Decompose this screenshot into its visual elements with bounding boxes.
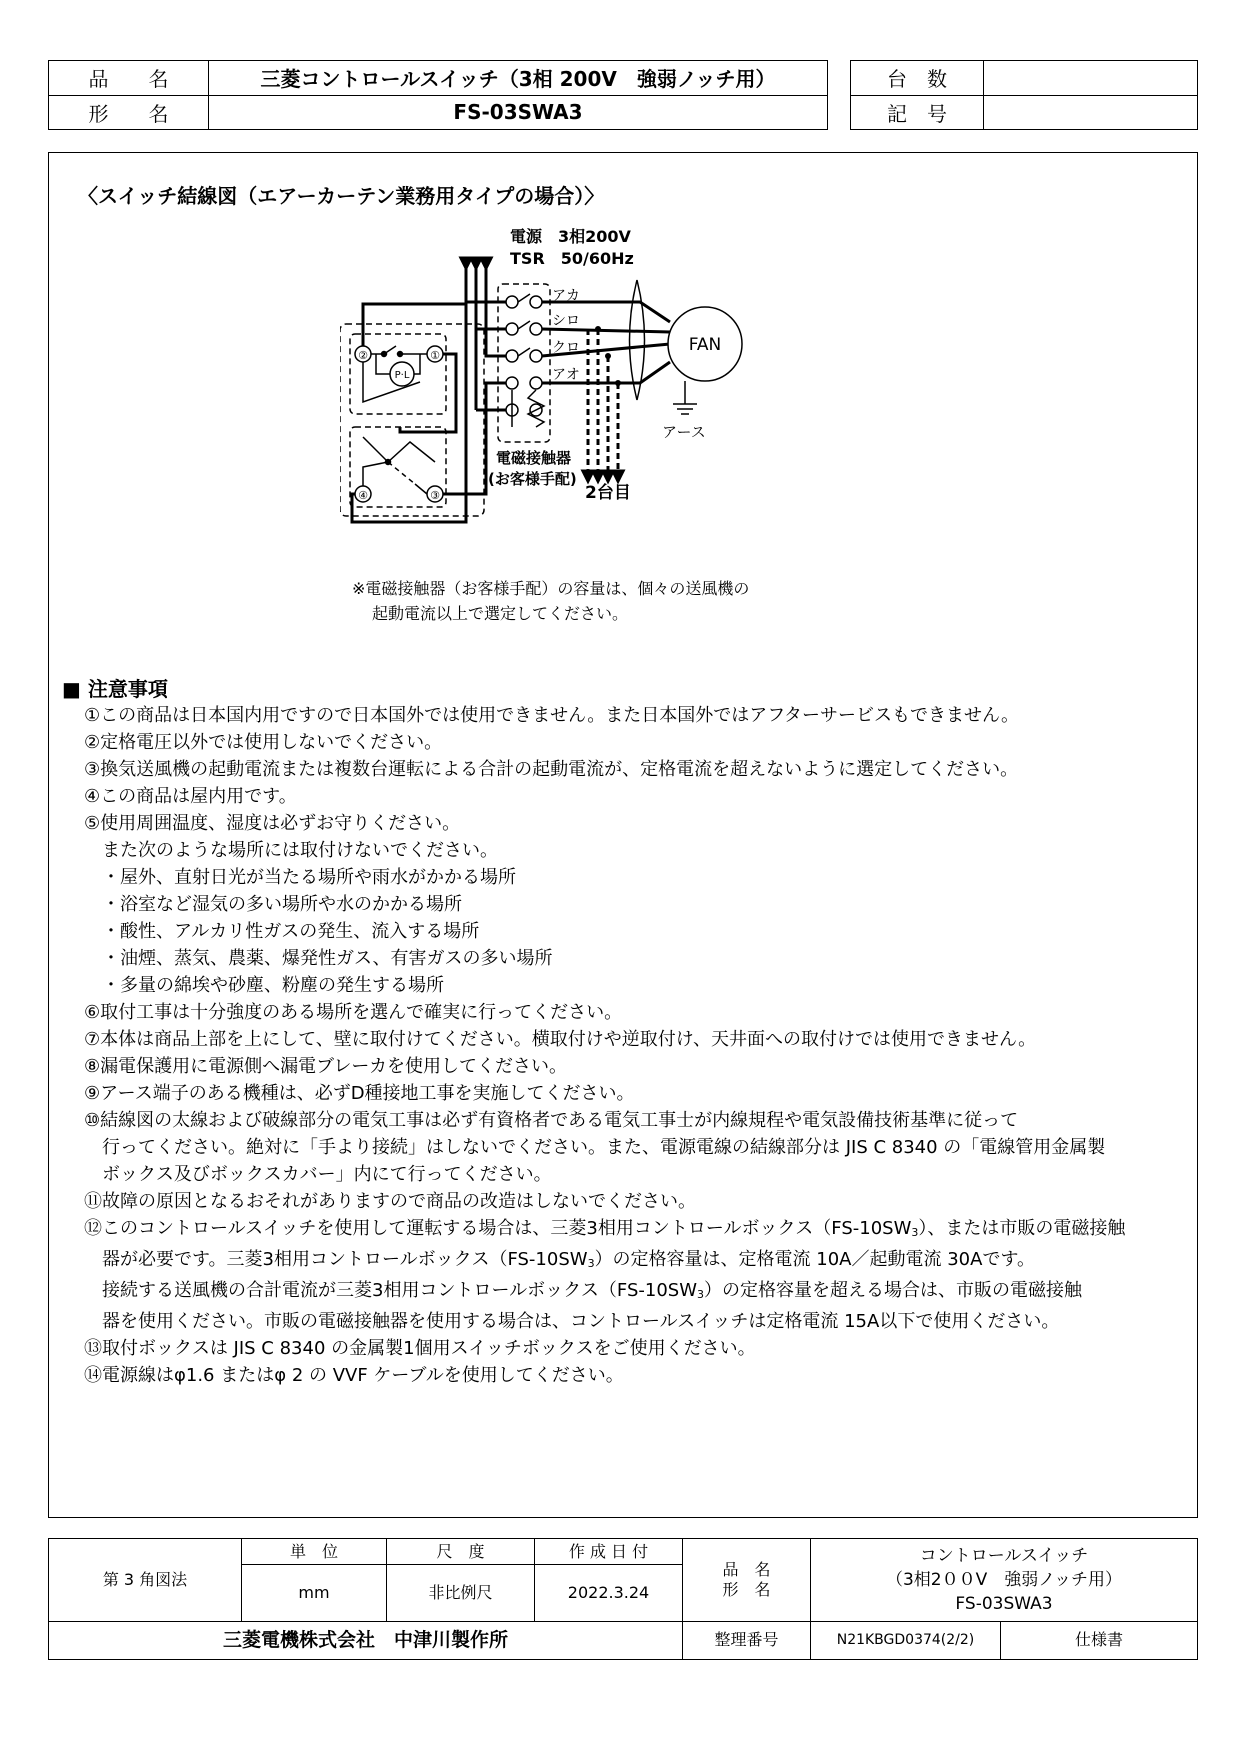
note-line: ④この商品は屋内用です。 (84, 786, 297, 807)
note-line: ⑥取付工事は十分強度のある場所を選んで確実に行ってください。 (84, 1002, 623, 1023)
notes-heading: ■ 注意事項 (62, 677, 168, 701)
diagram-title: 〈スイッチ結線図（エアーカーテン業務用タイプの場合）〉 (78, 184, 605, 208)
product-name: 三菱コントロールスイッチ（3相 200V 強弱ノッチ用） (209, 61, 828, 96)
note-13: ⑬取付ボックスは JIS C 8340 の金属製1個用スイッチボックスをご使用ください。 (84, 1338, 756, 1359)
notes-list (84, 702, 1194, 1389)
note-line: ⑨アース端子のある機種は、必ずD種接地工事を実施してください。 (84, 1083, 635, 1104)
note-line: ⑤使用周囲温度、湿度は必ずお守りください。 (84, 813, 461, 834)
name-label-product: 品 名 (722, 1559, 771, 1579)
note-line: ・屋外、直射日光が当たる場所や雨水がかかる場所 (84, 867, 516, 888)
contact-2 (518, 321, 530, 329)
product-line3: FS-03SWA3 (955, 1593, 1053, 1614)
diagram-note-line1: ※電磁接触器（お客様手配）の容量は、個々の送風機の (352, 579, 750, 598)
second-unit-label: 2台目 (585, 483, 631, 503)
note-line: ③換気送風機の起動電流または複数台運転による合計の起動電流が、定格電流を超えないように選定してください。 (84, 759, 1019, 780)
unit-value: mm (242, 1565, 387, 1621)
header-table (48, 60, 828, 130)
note-line: ⑦本体は商品上部を上にして、壁に取付けてください。横取付けや逆取付け、天井面への取付けでは使用できません。 (84, 1029, 1037, 1050)
quantity-value (984, 61, 1198, 96)
company-name: 三菱電機株式会社 中津川製作所 (49, 1621, 683, 1659)
contact-1 (518, 294, 530, 302)
wire-label-blue: アオ (552, 367, 580, 383)
note-line: ⑩結線図の太線および破線部分の電気工事は必ず有資格者である電気工事士が内線規程や電気設備技術基準に従って (84, 1110, 1019, 1131)
title-block (48, 1538, 1198, 1660)
wire-label-white: シロ (552, 313, 580, 329)
note-line: ・油煙、蒸気、農薬、爆発性ガス、有害ガスの多い場所 (84, 948, 553, 969)
ref-number: N21KBGD0374(2/2) (811, 1621, 1001, 1659)
symbol-value (984, 95, 1198, 130)
quantity-label: 台 数 (851, 61, 984, 96)
pilot-lamp-label: P·L (394, 370, 410, 381)
power-supply-lines (466, 264, 506, 356)
name-labels (683, 1539, 811, 1622)
diagram-note-line2: 起動電流以上で選定してください。 (372, 604, 629, 623)
ref-label: 整理番号 (683, 1621, 811, 1659)
note-line: ①この商品は日本国内用ですので日本国外では使用できません。また日本国外ではアフターサービスもできません。 (84, 705, 1020, 726)
terminal-1-label: ① (430, 349, 440, 362)
symbol-label: 記 号 (851, 95, 984, 130)
power-label-line2: TSR 50/60Hz (510, 249, 634, 268)
product-block (811, 1539, 1198, 1622)
note-12-line4: 器を使用ください。市販の電磁接触器を使用する場合は、コントロールスイッチは定格電流 15A以下で使用ください。 (84, 1311, 1060, 1332)
terminal-3-label: ③ (430, 489, 440, 502)
wiring-diagram (340, 222, 820, 572)
contactor-label-line2: (お客様手配) (488, 470, 577, 488)
fan-label: FAN (688, 335, 722, 355)
note-line: ②定格電圧以外では使用しないでください。 (84, 732, 443, 753)
note-12-line1: ⑫このコントロールスイッチを使用して運転する場合は、三菱3相用コントロールボックス（FS-10SW3）、または市販の電磁接触 (84, 1218, 1126, 1239)
projection-method: 第 3 角図法 (49, 1539, 242, 1622)
wire-label-red: アカ (552, 288, 580, 304)
note-14: ⑭電源線はφ1.6 またはφ 2 の VVF ケーブルを使用してください。 (84, 1365, 624, 1386)
date-value: 2022.3.24 (535, 1565, 683, 1621)
contact-3 (518, 348, 530, 356)
ground-label: アース (662, 423, 706, 441)
contactor-label-line1: 電磁接触器 (496, 449, 572, 467)
terminal-2-label: ② (358, 349, 368, 362)
note-line: ・多量の綿埃や砂塵、粉塵の発生する場所 (84, 975, 444, 996)
note-line: ボックス及びボックスカバー」内にて行ってください。 (84, 1164, 552, 1185)
model-name: FS-03SWA3 (209, 95, 828, 130)
quantity-table (850, 60, 1198, 130)
scale-value: 非比例尺 (387, 1565, 535, 1621)
note-line: ・酸性、アルカリ性ガスの発生、流入する場所 (84, 921, 480, 942)
product-line1: コントロールスイッチ (919, 1545, 1089, 1566)
doc-type: 仕様書 (1001, 1621, 1198, 1659)
note-12-line3: 接続する送風機の合計電流が三菱3相用コントロールボックス（FS-10SW3）の定格容量を超える場合は、市販の電磁接触 (84, 1280, 1082, 1301)
model-label: 形 名 (49, 95, 209, 130)
terminal-4-label: ④ (358, 489, 368, 502)
product-line2: （3相2００V 強弱ノッチ用） (885, 1569, 1123, 1590)
product-name-label: 品 名 (49, 61, 209, 96)
scale-label: 尺 度 (387, 1539, 535, 1565)
unit-label: 単 位 (242, 1539, 387, 1565)
wire-label-black: クロ (552, 340, 580, 356)
note-line: 行ってください。絶対に「手より接続」はしないでください。また、電源電線の結線部分は JIS C 8340 の「電線管用金属製 (84, 1137, 1106, 1158)
name-label-model: 形 名 (722, 1579, 771, 1599)
power-label-line1: 電源 3相200V (510, 227, 631, 246)
ground-icon (673, 381, 697, 414)
note-line: また次のような場所には取付けないでください。 (84, 840, 498, 861)
note-line: ⑪故障の原因となるおそれがありますので商品の改造はしないでください。 (84, 1191, 696, 1212)
note-line: ・浴室など湿気の多い場所や水のかかる場所 (84, 894, 462, 915)
contactor-outline (498, 284, 550, 442)
note-line: ⑧漏電保護用に電源側へ漏電ブレーカを使用してください。 (84, 1056, 568, 1077)
note-12-line2: 器が必要です。三菱3相用コントロールボックス（FS-10SW3）の定格容量は、定格電流 10A／起動電流 30Aです。 (84, 1249, 1035, 1270)
date-label: 作 成 日 付 (535, 1539, 683, 1565)
